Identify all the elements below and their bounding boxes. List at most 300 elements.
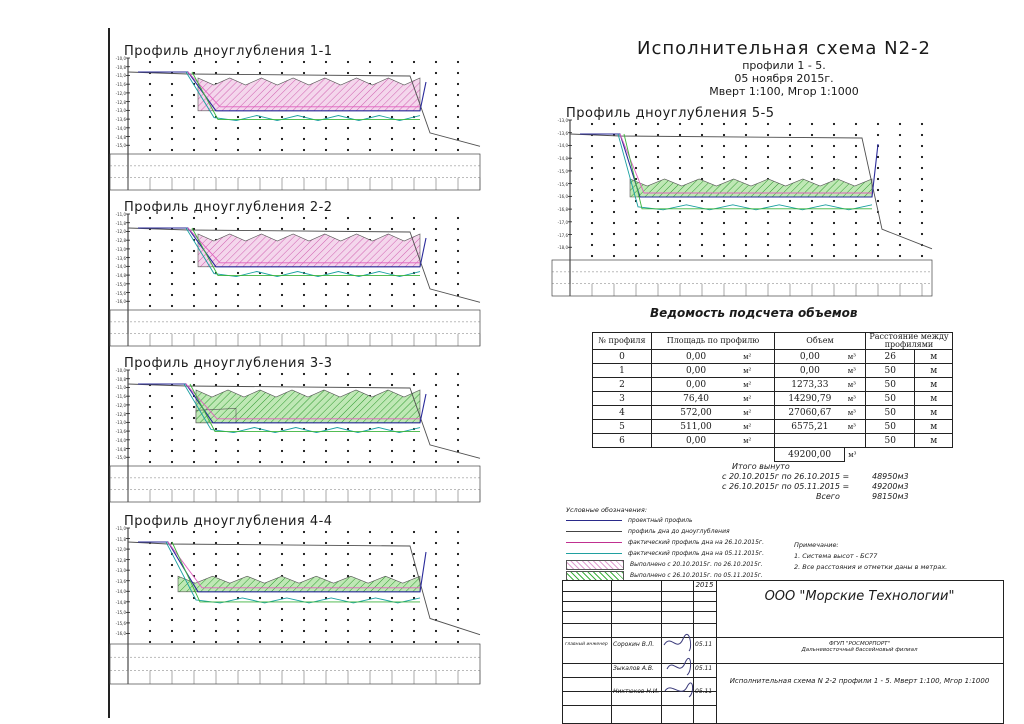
- grid-dot: [435, 116, 437, 118]
- grid-dot: [259, 542, 261, 544]
- grid-dot: [457, 239, 459, 241]
- notes: [794, 540, 947, 573]
- y-tick-label: -15,0: [115, 610, 126, 616]
- grid-dot: [391, 228, 393, 230]
- grid-dot: [193, 619, 195, 621]
- grid-dot: [149, 619, 151, 621]
- y-tick-label: -16,0: [115, 299, 126, 305]
- grid-dot: [259, 439, 261, 441]
- grid-dot: [745, 178, 747, 180]
- row-distance: 50: [866, 406, 915, 420]
- grid-dot: [679, 134, 681, 136]
- y-tick-label: -12,8: [115, 411, 126, 417]
- grid-dot: [215, 608, 217, 610]
- grid-dot: [635, 145, 637, 147]
- grid-dot: [325, 575, 327, 577]
- grid-dot: [679, 123, 681, 125]
- row-volume: 14290,79: [775, 392, 845, 406]
- grid-dot: [899, 200, 901, 202]
- grid-dot: [877, 134, 879, 136]
- grid-dot: [215, 553, 217, 555]
- grid-dot: [281, 608, 283, 610]
- grid-dot: [435, 94, 437, 96]
- grid-dot: [391, 575, 393, 577]
- grid-dot: [149, 305, 151, 307]
- grid-dot: [613, 167, 615, 169]
- totals-label: Итого вынуто: [732, 462, 790, 471]
- grid-dot: [767, 200, 769, 202]
- grid-dot: [435, 250, 437, 252]
- grid-dot: [325, 217, 327, 219]
- grid-dot: [259, 564, 261, 566]
- volume-row: [593, 378, 953, 392]
- grid-dot: [855, 178, 857, 180]
- sheet-scale: Мверт 1:100, Мгор 1:1000: [709, 85, 859, 98]
- grid-dot: [369, 217, 371, 219]
- grid-dot: [457, 83, 459, 85]
- grid-dot: [193, 61, 195, 63]
- info-band: [110, 154, 480, 190]
- grid-dot: [767, 244, 769, 246]
- grid-dot: [149, 294, 151, 296]
- grid-dot: [347, 641, 349, 643]
- grid-dot: [789, 178, 791, 180]
- grid-dot: [457, 105, 459, 107]
- grid-dot: [369, 461, 371, 463]
- legend-item: [566, 548, 764, 559]
- grid-dot: [325, 373, 327, 375]
- grid-dot: [811, 134, 813, 136]
- grid-dot: [347, 439, 349, 441]
- grid-dot: [745, 145, 747, 147]
- grid-dot: [921, 222, 923, 224]
- grid-dot: [237, 61, 239, 63]
- grid-dot: [899, 123, 901, 125]
- notes-title: Примечание:: [794, 541, 839, 549]
- grid-dot: [701, 233, 703, 235]
- grid-dot: [215, 217, 217, 219]
- grid-dot: [259, 294, 261, 296]
- y-tick-label: -11,8: [115, 536, 126, 542]
- volume-table: [592, 332, 953, 462]
- grid-dot: [921, 211, 923, 213]
- grid-dot: [149, 608, 151, 610]
- volume-row: [593, 364, 953, 378]
- grid-dot: [745, 123, 747, 125]
- grid-dot: [193, 149, 195, 151]
- grid-dot: [193, 608, 195, 610]
- actual-profile-2: [166, 542, 420, 603]
- grid-dot: [281, 149, 283, 151]
- y-tick-label: -13,6: [557, 130, 568, 136]
- grid-dot: [303, 61, 305, 63]
- legend-item: [566, 559, 764, 570]
- grid-dot: [811, 255, 813, 257]
- grid-dot: [281, 373, 283, 375]
- grid-dot: [833, 167, 835, 169]
- grid-dot: [811, 200, 813, 202]
- grid-dot: [745, 167, 747, 169]
- grid-dot: [237, 575, 239, 577]
- grid-dot: [171, 149, 173, 151]
- grid-dot: [877, 167, 879, 169]
- grid-dot: [767, 222, 769, 224]
- grid-dot: [369, 228, 371, 230]
- grid-dot: [215, 619, 217, 621]
- y-tick-label: -13,0: [115, 108, 126, 114]
- totals-line1-label: с 20.10.2015г по 26.10.2015 =: [722, 472, 850, 481]
- row-volume-unit: м³: [845, 392, 866, 406]
- row-distance-unit: м: [915, 434, 953, 448]
- grid-dot: [457, 228, 459, 230]
- grid-dot: [193, 553, 195, 555]
- stamp-company: ООО "Морские Технологии": [764, 589, 955, 604]
- grid-dot: [193, 417, 195, 419]
- grid-dot: [237, 608, 239, 610]
- profile-title-3: Профиль дноуглубления 3-3: [124, 356, 333, 371]
- legend: [566, 504, 764, 581]
- grid-dot: [435, 542, 437, 544]
- grid-dot: [613, 244, 615, 246]
- grid-dot: [789, 255, 791, 257]
- grid-dot: [237, 283, 239, 285]
- grid-dot: [899, 211, 901, 213]
- grid-dot: [833, 211, 835, 213]
- grid-dot: [855, 167, 857, 169]
- grid-dot: [591, 222, 593, 224]
- grid-dot: [391, 542, 393, 544]
- grid-dot: [281, 553, 283, 555]
- grid-dot: [237, 531, 239, 533]
- grid-dot: [149, 597, 151, 599]
- row-area-unit: м²: [740, 350, 774, 364]
- grid-dot: [237, 619, 239, 621]
- grid-dot: [457, 542, 459, 544]
- grid-dot: [369, 450, 371, 452]
- y-tick-label: -12,0: [115, 90, 126, 96]
- grid-dot: [149, 105, 151, 107]
- grid-dot: [723, 244, 725, 246]
- grid-dot: [259, 461, 261, 463]
- grid-dot: [259, 228, 261, 230]
- grid-dot: [237, 228, 239, 230]
- grid-dot: [347, 373, 349, 375]
- title-block: [562, 580, 1004, 724]
- legend-label: Выполнено с 20.10.2015г. по 26.10.2015г.: [630, 561, 763, 568]
- dredged-area: [178, 576, 420, 592]
- grid-dot: [657, 222, 659, 224]
- grid-dot: [149, 461, 151, 463]
- grid-dot: [237, 373, 239, 375]
- stamp-org-2: Дальневосточный бассейновый филиал: [801, 647, 918, 653]
- grid-dot: [679, 233, 681, 235]
- grid-dot: [811, 156, 813, 158]
- grid-dot: [369, 373, 371, 375]
- grid-dot: [723, 255, 725, 257]
- grid-dot: [303, 228, 305, 230]
- note-1: 1. Система высот - БС77: [794, 552, 878, 560]
- grid-dot: [435, 83, 437, 85]
- profile-title-2: Профиль дноуглубления 2-2: [124, 200, 333, 215]
- grid-dot: [413, 127, 415, 129]
- grid-dot: [303, 283, 305, 285]
- grid-dot: [149, 283, 151, 285]
- grid-dot: [877, 244, 879, 246]
- grid-dot: [855, 244, 857, 246]
- grid-dot: [591, 200, 593, 202]
- grid-dot: [259, 149, 261, 151]
- legend-swatch: [566, 571, 624, 581]
- grid-dot: [413, 138, 415, 140]
- grid-dot: [303, 217, 305, 219]
- grid-dot: [635, 233, 637, 235]
- grid-dot: [413, 641, 415, 643]
- grid-dot: [413, 294, 415, 296]
- grid-dot: [413, 228, 415, 230]
- grid-dot: [193, 461, 195, 463]
- grid-dot: [149, 395, 151, 397]
- grid-dot: [435, 461, 437, 463]
- grid-dot: [457, 72, 459, 74]
- grid-dot: [789, 134, 791, 136]
- grid-dot: [325, 228, 327, 230]
- grid-dot: [347, 608, 349, 610]
- grid-dot: [281, 272, 283, 274]
- y-tick-label: -11,0: [115, 73, 126, 79]
- y-tick-label: -14,8: [115, 446, 126, 452]
- grid-dot: [237, 72, 239, 74]
- grid-dot: [215, 294, 217, 296]
- grid-dot: [369, 641, 371, 643]
- row-area: 0,00: [652, 350, 741, 364]
- grid-dot: [237, 450, 239, 452]
- grid-dot: [811, 178, 813, 180]
- grid-dot: [391, 461, 393, 463]
- grid-dot: [921, 178, 923, 180]
- grid-dot: [171, 373, 173, 375]
- grid-dot: [657, 211, 659, 213]
- grid-dot: [281, 564, 283, 566]
- grid-dot: [591, 189, 593, 191]
- grid-dot: [237, 217, 239, 219]
- grid-dot: [921, 145, 923, 147]
- grid-dot: [613, 211, 615, 213]
- grid-dot: [193, 641, 195, 643]
- grid-dot: [657, 145, 659, 147]
- row-area-unit: м²: [740, 364, 774, 378]
- grid-dot: [833, 200, 835, 202]
- row-distance: 50: [866, 434, 915, 448]
- grid-dot: [347, 138, 349, 140]
- grid-dot: [435, 450, 437, 452]
- grid-dot: [347, 542, 349, 544]
- totals-line2-value: 49200м3: [872, 482, 909, 491]
- grid-dot: [877, 255, 879, 257]
- grid-dot: [457, 608, 459, 610]
- grid-dot: [193, 272, 195, 274]
- grid-dot: [789, 233, 791, 235]
- grid-dot: [171, 575, 173, 577]
- grid-dot: [391, 630, 393, 632]
- grid-dot: [457, 564, 459, 566]
- grid-dot: [149, 417, 151, 419]
- row-distance: 26: [866, 350, 915, 364]
- grid-dot: [369, 61, 371, 63]
- grid-dot: [413, 619, 415, 621]
- grid-dot: [171, 461, 173, 463]
- grid-dot: [303, 553, 305, 555]
- grid-dot: [679, 211, 681, 213]
- totals-line3-label: Всего: [816, 492, 840, 501]
- y-tick-label: -14,8: [115, 273, 126, 279]
- grid-dot: [347, 461, 349, 463]
- row-volume-unit: м³: [845, 406, 866, 420]
- grid-dot: [899, 178, 901, 180]
- grid-dot: [149, 428, 151, 430]
- grid-dot: [855, 200, 857, 202]
- row-area-unit: м²: [740, 392, 774, 406]
- legend-swatch: [566, 520, 622, 521]
- grid-dot: [347, 305, 349, 307]
- grid-dot: [745, 156, 747, 158]
- grid-dot: [457, 127, 459, 129]
- grid-dot: [657, 200, 659, 202]
- grid-dot: [701, 123, 703, 125]
- grid-dot: [369, 127, 371, 129]
- grid-dot: [215, 61, 217, 63]
- grid-dot: [171, 250, 173, 252]
- y-tick-label: -17,6: [557, 232, 568, 238]
- y-tick-label: -11,0: [115, 526, 126, 531]
- y-tick-label: -17,0: [557, 219, 568, 225]
- grid-dot: [215, 575, 217, 577]
- sig1-role: главный инженер: [565, 642, 608, 647]
- grid-dot: [171, 239, 173, 241]
- grid-dot: [657, 156, 659, 158]
- grid-dot: [391, 116, 393, 118]
- grid-dot: [767, 211, 769, 213]
- grid-dot: [811, 211, 813, 213]
- grid-dot: [413, 461, 415, 463]
- y-tick-label: -18,0: [557, 245, 568, 251]
- grid-dot: [391, 597, 393, 599]
- row-distance: 50: [866, 378, 915, 392]
- grid-dot: [325, 608, 327, 610]
- y-tick-label: -12,0: [115, 402, 126, 408]
- y-tick-label: -14,0: [115, 589, 126, 595]
- row-area: 76,40: [652, 392, 741, 406]
- grid-dot: [237, 138, 239, 140]
- y-tick-label: -15,6: [557, 181, 568, 187]
- volume-row: [593, 434, 953, 448]
- sig3-date: 05.11: [695, 688, 713, 695]
- grid-dot: [745, 211, 747, 213]
- grid-dot: [193, 105, 195, 107]
- grid-dot: [171, 272, 173, 274]
- grid-dot: [259, 641, 261, 643]
- grid-dot: [413, 450, 415, 452]
- row-distance-unit: м: [915, 378, 953, 392]
- grid-dot: [237, 461, 239, 463]
- grid-dot: [391, 305, 393, 307]
- grid-dot: [149, 450, 151, 452]
- grid-dot: [657, 134, 659, 136]
- grid-dot: [457, 94, 459, 96]
- grid-dot: [391, 641, 393, 643]
- row-profile: 6: [593, 434, 652, 448]
- grid-dot: [259, 553, 261, 555]
- grid-dot: [457, 61, 459, 63]
- sig1-date: 05.11: [695, 641, 713, 648]
- row-area-unit: м²: [740, 406, 774, 420]
- grid-dot: [833, 222, 835, 224]
- grid-dot: [281, 217, 283, 219]
- grid-dot: [413, 575, 415, 577]
- y-tick-label: -15,0: [557, 168, 568, 174]
- grid-dot: [325, 283, 327, 285]
- grid-dot: [149, 261, 151, 263]
- grid-dot: [723, 167, 725, 169]
- grid-dot: [215, 384, 217, 386]
- grid-dot: [811, 123, 813, 125]
- grid-dot: [237, 384, 239, 386]
- grid-dot: [391, 127, 393, 129]
- grid-dot: [237, 641, 239, 643]
- grid-dot: [281, 641, 283, 643]
- row-volume-unit: м³: [845, 420, 866, 434]
- grid-dot: [877, 200, 879, 202]
- y-tick-label: -15,0: [115, 455, 126, 461]
- grid-dot: [457, 641, 459, 643]
- grid-dot: [833, 145, 835, 147]
- grid-dot: [457, 575, 459, 577]
- row-area: 0,00: [652, 434, 741, 448]
- grid-dot: [325, 116, 327, 118]
- grid-dot: [457, 439, 459, 441]
- grid-dot: [435, 261, 437, 263]
- row-distance-unit: м: [915, 392, 953, 406]
- grid-dot: [171, 395, 173, 397]
- grid-dot: [435, 228, 437, 230]
- row-area-unit: м²: [740, 378, 774, 392]
- y-tick-label: -14,0: [115, 264, 126, 270]
- grid-dot: [149, 630, 151, 632]
- grid-dot: [259, 127, 261, 129]
- grid-dot: [259, 384, 261, 386]
- grid-dot: [325, 72, 327, 74]
- grid-dot: [237, 127, 239, 129]
- totals-line3-value: 98150м3: [872, 492, 909, 501]
- grid-dot: [457, 630, 459, 632]
- grid-dot: [237, 630, 239, 632]
- row-volume: 1273,33: [775, 378, 845, 392]
- grid-dot: [391, 553, 393, 555]
- grid-dot: [149, 553, 151, 555]
- y-tick-label: -13,0: [115, 568, 126, 574]
- y-tick-label: -14,0: [115, 437, 126, 443]
- grid-dot: [303, 138, 305, 140]
- y-tick-label: -11,0: [115, 212, 126, 217]
- grid-dot: [591, 211, 593, 213]
- grid-dot: [325, 531, 327, 533]
- grid-dot: [435, 428, 437, 430]
- grid-dot: [789, 123, 791, 125]
- grid-dot: [613, 200, 615, 202]
- grid-dot: [259, 531, 261, 533]
- row-distance-unit: м: [915, 420, 953, 434]
- grid-dot: [657, 255, 659, 257]
- grid-dot: [149, 564, 151, 566]
